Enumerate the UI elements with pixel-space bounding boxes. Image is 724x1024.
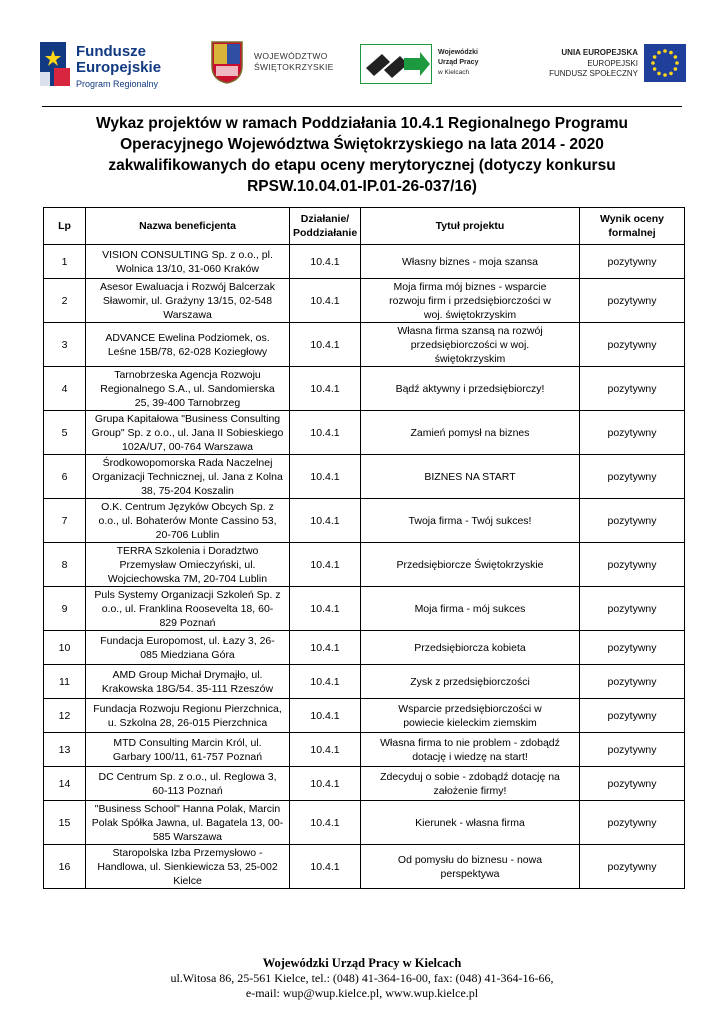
cell-beneficjent-line: Warszawa [163,308,212,321]
cell-tytul [361,367,580,411]
cell-tytul [361,845,580,889]
eu-logo [538,40,688,90]
cell-wynik: pozytywny [580,411,685,455]
table-row [44,367,685,411]
eu-line2: EUROPEJSKI [587,58,638,68]
footer-contact: e-mail: wup@wup.kielce.pl, www.wup.kielce.pl [245,986,479,1000]
cell-tytul-line: Przedsiębiorcza kobieta [414,641,526,654]
page-title [50,113,674,197]
cell-tytul-line: Kierunek - własna firma [415,816,525,829]
table-row [44,411,685,455]
crest-icon [210,40,244,84]
eu-line1: UNIA EUROPEJSKA [561,48,638,57]
cell-lp: 8 [44,543,86,587]
cell-dzialanie: 10.4.1 [290,699,361,733]
header-dzialanie-line1: Działanie/ [300,213,350,225]
footer-title: Wojewódzki Urząd Pracy w Kielcach [262,956,462,970]
cell-tytul-line: rozwoju firm i przedsiębiorczości w [389,294,551,307]
cell-tytul-line: założenie firmy! [433,784,507,797]
table-row [44,587,685,631]
cell-beneficjent-line: Asesor Ewaluacja i Rozwój Balcerzak [99,280,276,293]
table-row [44,245,685,279]
cell-beneficjent-line: Leśne 15B/78, 62-028 Koziegłowy [107,345,268,358]
cell-lp: 16 [44,845,86,889]
cell-beneficjent [86,367,290,411]
cell-tytul [361,323,580,367]
table-row [44,323,685,367]
cell-beneficjent-line: Fundacja Rozwoju Regionu Pierzchnica, [93,702,282,715]
fe-star-mark-icon [40,42,70,86]
cell-beneficjent [86,733,290,767]
cell-beneficjent [86,279,290,323]
cell-beneficjent-line: VISION CONSULTING Sp. z o.o., pl. [102,248,273,261]
table-row [44,845,685,889]
cell-beneficjent [86,699,290,733]
eu-star-icon [669,72,673,76]
eu-star-icon [653,55,657,59]
wup-line1: Wojewódzki [438,49,478,56]
projects-table [43,207,685,889]
eu-star-icon [674,67,678,71]
cell-beneficjent-line: Handlowa, ul. Sienkiewicza 53, 25-002 [97,860,278,873]
cell-beneficjent-line: Polak Spółka Jawna, ul. Bagatela 13, 00- [91,816,284,829]
footer [0,955,724,1001]
table-header-row [44,208,685,245]
cell-lp: 4 [44,367,86,411]
cell-wynik: pozytywny [580,279,685,323]
cell-beneficjent [86,767,290,801]
table-row [44,543,685,587]
cell-tytul [361,499,580,543]
cell-beneficjent-line: Garbary 100/11, 61-757 Poznań [112,750,263,763]
cell-tytul-line: Twoja firma - Twój sukces! [408,514,532,527]
cell-dzialanie: 10.4.1 [290,631,361,665]
table-row [44,801,685,845]
cell-tytul-line: dotację i wiedzę na start! [412,750,528,763]
cell-dzialanie: 10.4.1 [290,499,361,543]
cell-tytul-line: Wsparcie przedsiębiorczości w [398,702,542,715]
cell-beneficjent-line: 20-706 Lublin [155,528,220,541]
cell-tytul-line: Przedsiębiorcze Świętokrzyskie [396,558,544,571]
cell-tytul-line: Zamień pomysł na biznes [410,426,530,439]
cell-lp: 7 [44,499,86,543]
cell-beneficjent [86,587,290,631]
cell-wynik: pozytywny [580,631,685,665]
table-row [44,665,685,699]
cell-dzialanie: 10.4.1 [290,411,361,455]
header-tytul: Tytuł projektu [361,208,580,245]
cell-beneficjent-line: o.o., ul. Franklina Roosevelta 18, 60- [101,602,274,615]
footer-address: ul.Witosa 86, 25-561 Kielce, tel.: (048) 41-364-16-00, fax: (048) 41-364-16-66, [170,971,554,985]
cell-tytul [361,767,580,801]
cell-lp: 6 [44,455,86,499]
cell-beneficjent-line: Grupa Kapitałowa "Business Consulting [94,412,281,425]
cell-tytul-line: Moja firma mój biznes - wsparcie [393,280,547,293]
ws-line2: ŚWIĘTOKRZYSKIE [254,62,334,72]
cell-beneficjent [86,411,290,455]
eu-line3: FUNDUSZ SPOŁECZNY [549,69,638,78]
cell-dzialanie: 10.4.1 [290,323,361,367]
cell-beneficjent-line: Group" Sp. z o.o., ul. Jana II Sobieskiego [91,426,284,439]
cell-tytul [361,801,580,845]
eu-star-icon [657,72,661,76]
header-rule [42,106,682,107]
eu-star-icon [653,67,657,71]
cell-beneficjent-line: Regionalnego S.A., ul. Sandomierska [100,382,275,395]
cell-tytul-line: Zdecyduj o sobie - zdobądź dotację na [380,770,560,783]
cell-tytul [361,455,580,499]
cell-beneficjent-line: Puls Systemy Organizacji Szkoleń Sp. z [94,588,281,601]
cell-beneficjent [86,665,290,699]
table-row [44,699,685,733]
cell-beneficjent-line: o.o., ul. Bohaterów Monte Cassino 53, [98,514,277,527]
cell-beneficjent-line: Kielce [173,874,202,887]
cell-tytul-line: BIZNES NA START [424,470,516,483]
fe-line3: Program Regionalny [76,79,159,89]
cell-beneficjent-line: Fundacja Europomost, ul. Łazy 3, 26- [100,634,275,647]
cell-dzialanie: 10.4.1 [290,845,361,889]
wup-line2: Urząd Pracy [438,59,479,66]
cell-dzialanie: 10.4.1 [290,543,361,587]
fe-line2: Europejskie [76,59,162,76]
cell-beneficjent-line: 585 Warszawa [152,830,223,843]
cell-beneficjent [86,323,290,367]
header-lp: Lp [44,208,86,245]
cell-dzialanie: 10.4.1 [290,801,361,845]
table-row [44,733,685,767]
cell-dzialanie: 10.4.1 [290,279,361,323]
table-row [44,767,685,801]
cell-dzialanie: 10.4.1 [290,245,361,279]
title-line2: Operacyjnego Województwa Świętokrzyskiego na lata 2014 - 2020 [120,136,604,153]
fe-line1: Fundusze [76,43,146,60]
cell-beneficjent-line: Krakowska 18G/54. 35-111 Rzeszów [101,682,274,695]
cell-tytul [361,279,580,323]
cell-beneficjent [86,245,290,279]
cell-lp: 14 [44,767,86,801]
cell-beneficjent-line: Tarnobrzeska Agencja Rozwoju [114,368,261,381]
cell-beneficjent-line: Środkowopomorska Rada Naczelnej [102,456,273,469]
wup-arrow-icon [360,44,432,84]
cell-tytul [361,631,580,665]
title-line1: Wykaz projektów w ramach Poddziałania 10.4.1 Regionalnego Programu [95,115,629,132]
eu-star-icon [669,51,673,55]
cell-beneficjent-line: 38, 75-204 Koszalin [141,484,234,497]
cell-dzialanie: 10.4.1 [290,367,361,411]
cell-tytul [361,733,580,767]
eu-star-icon [663,73,667,77]
cell-beneficjent-line: 829 Poznań [159,616,216,629]
header-wynik [580,208,685,245]
header-wynik-line2: formalnej [608,227,656,239]
cell-tytul [361,543,580,587]
cell-beneficjent-line: 085 Miedziana Góra [140,648,235,661]
cell-dzialanie: 10.4.1 [290,587,361,631]
cell-tytul-line: Moja firma - mój sukces [414,602,526,615]
cell-beneficjent [86,801,290,845]
cell-tytul-line: Własna firma szansą na rozwój [397,324,543,337]
cell-beneficjent-line: MTD Consulting Marcin Król, ul. [113,736,262,749]
cell-tytul-line: przedsiębiorczości w woj. [410,338,530,351]
cell-wynik: pozytywny [580,367,685,411]
cell-wynik: pozytywny [580,665,685,699]
cell-lp: 15 [44,801,86,845]
cell-tytul-line: perspektywa [440,867,500,880]
cell-beneficjent-line: Sławomir, ul. Grażyny 13/15, 02-548 [102,294,273,307]
cell-tytul-line: powiecie kieleckim ziemskim [403,716,537,729]
cell-lp: 9 [44,587,86,631]
cell-tytul-line: Własna firma to nie problem - zdobądź [380,736,560,749]
header-beneficjent: Nazwa beneficjenta [86,208,290,245]
cell-tytul-line: Własny biznes - moja szansa [402,255,538,268]
table-row [44,631,685,665]
title-line3: zakwalifikowanych do etapu oceny merytorycznej (dotyczy konkursu [108,157,616,174]
table-row [44,499,685,543]
cell-beneficjent-line: Staropolska Izba Przemysłowo - [112,846,263,859]
cell-wynik: pozytywny [580,733,685,767]
cell-tytul-line: woj. świętokrzyskim [423,308,517,321]
cell-dzialanie: 10.4.1 [290,665,361,699]
cell-tytul [361,245,580,279]
cell-tytul [361,411,580,455]
cell-beneficjent [86,845,290,889]
ws-line1: WOJEWÓDZTWO [254,51,328,61]
wup-line3: w Kielcach [438,69,470,76]
cell-beneficjent-line: u. Szkolna 28, 26-015 Pierzchnica [107,716,268,729]
cell-lp: 3 [44,323,86,367]
logo-bar [36,34,688,96]
cell-beneficjent-line: DC Centrum Sp. z o.o., ul. Reglowa 3, [98,770,277,783]
cell-lp: 11 [44,665,86,699]
wup-logo [358,42,498,88]
cell-wynik: pozytywny [580,801,685,845]
cell-beneficjent-line: O.K. Centrum Języków Obcych Sp. z [101,500,274,513]
cell-tytul-line: Bądź aktywny i przedsiębiorczy! [395,382,545,395]
eu-star-icon [675,61,679,65]
table-row [44,279,685,323]
cell-tytul [361,587,580,631]
eu-flag-icon [644,44,686,82]
cell-tytul-line: świętokrzyskim [434,352,506,365]
header-dzialanie [290,208,361,245]
wojewodztwo-logo [208,38,338,90]
cell-beneficjent-line: 102A/U7, 00-764 Warszawa [122,440,253,453]
cell-lp: 1 [44,245,86,279]
header-wynik-line1: Wynik oceny [600,213,664,225]
cell-dzialanie: 10.4.1 [290,455,361,499]
eu-star-icon [651,61,655,65]
header-dzialanie-line2: Poddziałanie [293,227,358,239]
cell-lp: 5 [44,411,86,455]
cell-beneficjent-line: Wojciechowska 7M, 20-704 Lublin [107,572,268,585]
cell-wynik: pozytywny [580,499,685,543]
cell-dzialanie: 10.4.1 [290,767,361,801]
cell-wynik: pozytywny [580,845,685,889]
eu-star-icon [657,51,661,55]
cell-wynik: pozytywny [580,543,685,587]
cell-wynik: pozytywny [580,767,685,801]
eu-star-icon [663,49,667,53]
cell-tytul [361,699,580,733]
cell-tytul-line: Od pomysłu do biznesu - nowa [397,853,543,866]
cell-beneficjent [86,543,290,587]
cell-wynik: pozytywny [580,587,685,631]
cell-beneficjent [86,455,290,499]
fundusze-europejskie-logo [36,36,176,92]
cell-beneficjent-line: TERRA Szkolenia i Doradztwo [116,544,259,557]
cell-beneficjent-line: AMD Group Michał Drymajło, ul. [112,668,263,681]
cell-tytul [361,665,580,699]
cell-beneficjent-line: Wolnica 13/10, 31-060 Kraków [116,262,259,275]
cell-wynik: pozytywny [580,699,685,733]
cell-wynik: pozytywny [580,455,685,499]
cell-beneficjent [86,499,290,543]
cell-beneficjent-line: Organizacji Technicznej, ul. Jana z Kolna [92,470,283,483]
cell-wynik: pozytywny [580,323,685,367]
cell-dzialanie: 10.4.1 [290,733,361,767]
cell-beneficjent [86,631,290,665]
cell-lp: 12 [44,699,86,733]
cell-beneficjent-line: Przemysław Omieczyński, ul. [119,558,256,571]
title-line4: RPSW.10.04.01-IP.01-26-037/16) [247,178,477,195]
table-row [44,455,685,499]
eu-star-icon [674,55,678,59]
cell-beneficjent-line: 60-113 Poznań [152,784,223,797]
cell-lp: 13 [44,733,86,767]
cell-beneficjent-line: ADVANCE Ewelina Podziomek, os. [105,331,270,344]
cell-beneficjent-line: "Business School" Hanna Polak, Marcin [94,802,281,815]
cell-lp: 2 [44,279,86,323]
cell-lp: 10 [44,631,86,665]
cell-wynik: pozytywny [580,245,685,279]
cell-beneficjent-line: 25, 39-400 Tarnobrzeg [134,396,241,409]
cell-tytul-line: Zysk z przedsiębiorczości [410,675,530,688]
